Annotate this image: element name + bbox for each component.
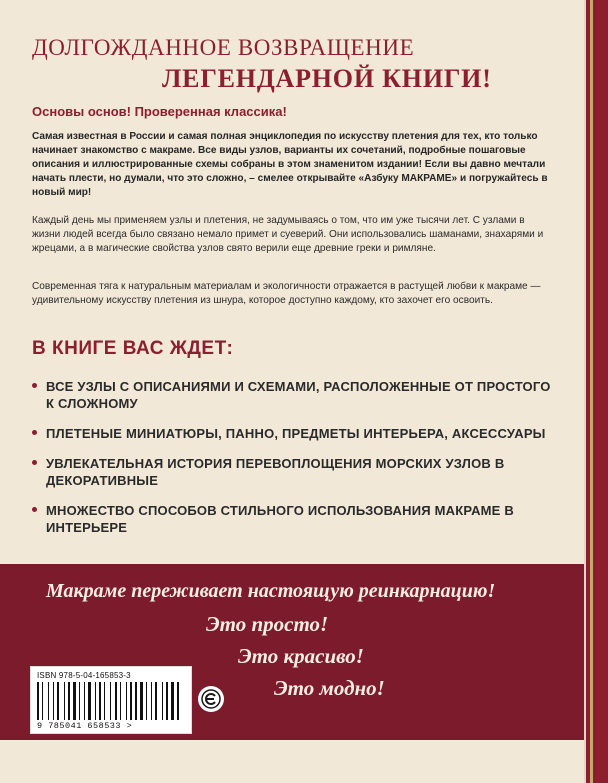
- headline: [32, 34, 542, 96]
- barcode-bar: [42, 682, 43, 720]
- barcode-bar: [162, 682, 163, 720]
- barcode-bar: [50, 682, 52, 720]
- barcode-bar: [60, 682, 63, 720]
- barcode-bar: [53, 682, 54, 720]
- barcode-bar: [81, 682, 83, 720]
- publisher-logo-glyph: [201, 689, 221, 709]
- publisher-logo-icon: [198, 686, 224, 712]
- bottom-margin: [0, 740, 584, 783]
- feature-item: МНОЖЕСТВО СПОСОБОВ СТИЛЬНОГО ИСПОЛЬЗОВАНИЯ МАКРАМЕ В ИНТЕРЬЕРЕ: [32, 502, 552, 536]
- barcode-bar: [166, 682, 168, 720]
- feature-item: ВСЕ УЗЛЫ С ОПИСАНИЯМИ И СХЕМАМИ, РАСПОЛОЖЕННЫЕ ОТ ПРОСТОГО К СЛОЖНОМУ: [32, 378, 552, 412]
- barcode-bar: [97, 682, 98, 720]
- isbn-text: ISBN 978-5-04-165853-3: [37, 671, 131, 680]
- barcode-bar: [120, 682, 121, 720]
- barcode-bar: [40, 682, 41, 720]
- spine-stripe: [584, 0, 608, 783]
- barcode-bar: [99, 682, 101, 720]
- slogan-simple: Это просто!: [206, 612, 329, 636]
- barcode-bar: [140, 682, 143, 720]
- barcode-bar: [64, 682, 65, 720]
- barcode-bar: [130, 682, 132, 720]
- barcode-bar: [57, 682, 59, 720]
- barcode-bar: [106, 682, 109, 720]
- barcode-bar: [175, 682, 176, 720]
- barcode-bar: [135, 682, 137, 720]
- feature-item: УВЛЕКАТЕЛЬНАЯ ИСТОРИЯ ПЕРЕВОПЛОЩЕНИЯ МОРСКИХ УЗЛОВ В ДЕКОРАТИВНЫЕ: [32, 455, 552, 489]
- barcode-bar: [112, 682, 114, 720]
- section-title: В КНИГЕ ВАС ЖДЕТ:: [32, 338, 234, 359]
- barcode-bar: [148, 682, 150, 720]
- barcode-bar: [66, 682, 67, 720]
- headline-line-2: ЛЕГЕНДАРНОЙ КНИГИ!: [162, 64, 492, 93]
- spine-gold-line: [590, 0, 593, 783]
- barcode-bar: [86, 682, 87, 720]
- barcode-bar: [77, 682, 78, 720]
- barcode-bar: [177, 682, 179, 720]
- barcode-bar: [88, 682, 91, 720]
- barcode-bar: [48, 682, 49, 720]
- barcode-bar: [122, 682, 125, 720]
- barcode-bar: [110, 682, 111, 720]
- barcode-bar: [153, 682, 154, 720]
- barcode-bar: [92, 682, 94, 720]
- barcode-bar: [171, 682, 174, 720]
- barcode-bar: [44, 682, 47, 720]
- barcode-bar: [126, 682, 127, 720]
- barcode-bar: [115, 682, 117, 720]
- paragraph-intro: Самая известная в России и самая полная энциклопедия по искусству плетения для тех, кто только начинает знакомство с макраме. Все виды узлов, варианты их сочетаний, подробные пошаговые описания и иллюстрированные схемы собраны в этом знаменитом издании! Если вы давно мечтали начать плести, но думали, что это сложно, – смелее открывайте «Азбуку МАКРАМЕ» и погружайтесь в новый мир!: [32, 131, 548, 198]
- barcode-bar: [37, 682, 39, 720]
- barcode-bar: [138, 682, 139, 720]
- barcode: [30, 666, 192, 734]
- barcode-bar: [104, 682, 105, 720]
- slogan-beautiful: Это красиво!: [238, 644, 364, 668]
- barcode-bar: [128, 682, 129, 720]
- slogan-fashion: Это модно!: [274, 676, 385, 700]
- feature-item: ПЛЕТЕНЫЕ МИНИАТЮРЫ, ПАННО, ПРЕДМЕТЫ ИНТЕРЬЕРА, АКСЕССУАРЫ: [32, 425, 552, 442]
- barcode-bar: [73, 682, 76, 720]
- paragraph-history: Каждый день мы применяем узлы и плетения, не задумываясь о том, что им уже тысячи лет. С узлами в жизни людей всегда было связано немало примет и суеверий. Они использовались шаманами, знахарями и жрецами, а в магические свойства узлов свято верили еще древние греки и римляне.: [32, 215, 544, 254]
- barcode-bar: [144, 682, 145, 720]
- barcode-bar: [180, 682, 181, 720]
- barcode-bar: [118, 682, 119, 720]
- barcode-bar: [84, 682, 85, 720]
- barcode-bar: [155, 682, 157, 720]
- barcode-bar: [158, 682, 161, 720]
- barcode-bar: [146, 682, 147, 720]
- barcode-bar: [133, 682, 134, 720]
- barcode-bar: [164, 682, 165, 720]
- barcode-bar: [79, 682, 80, 720]
- barcode-number: 9 785041 658533 >: [37, 721, 133, 731]
- barcode-bar: [68, 682, 70, 720]
- paragraph-modern: Современная тяга к натуральным материалам и экологичности отражается в растущей любви к макраме — удивительному искусству плетения из шнура, которое доступно каждому, кто захочет его освоить.: [32, 281, 541, 306]
- headline-line-1: ДОЛГОЖДАННОЕ ВОЗВРАЩЕНИЕ: [32, 35, 415, 60]
- barcode-bar: [55, 682, 56, 720]
- barcode-bar: [95, 682, 96, 720]
- feature-list: [32, 378, 552, 549]
- barcode-bars: [37, 682, 185, 720]
- barcode-bar: [169, 682, 170, 720]
- barcode-bar: [71, 682, 72, 720]
- barcode-bar: [151, 682, 152, 720]
- lead-text: Основы основ! Проверенная классика!: [32, 104, 287, 119]
- slogan-main: Макраме переживает настоящую реинкарнацию!: [46, 580, 496, 602]
- barcode-bar: [102, 682, 103, 720]
